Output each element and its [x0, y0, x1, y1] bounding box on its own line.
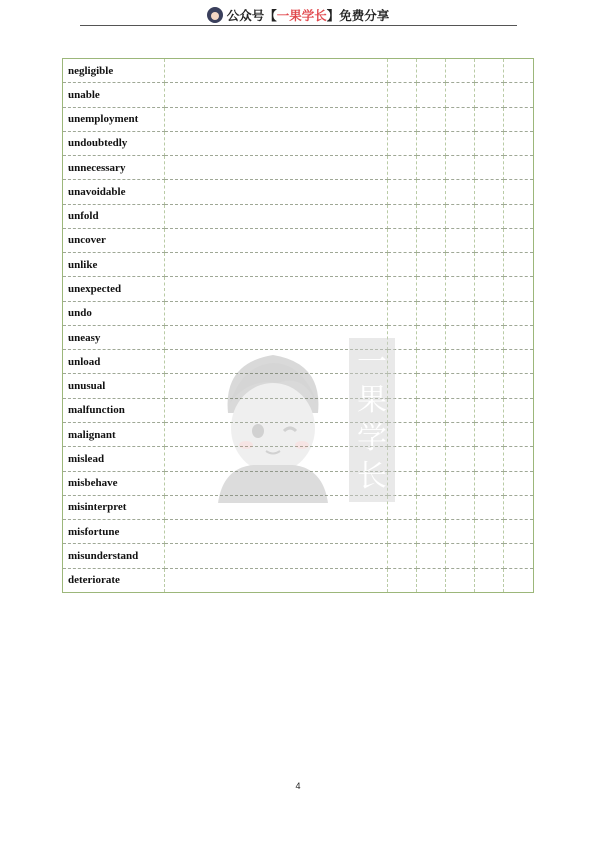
practice-cell: [504, 156, 534, 180]
practice-cell: [417, 350, 446, 374]
table-row: [63, 422, 534, 446]
practice-cell: [504, 520, 534, 544]
practice-cell: [388, 301, 417, 325]
practice-cell: [388, 544, 417, 568]
practice-cell: [417, 156, 446, 180]
practice-cell: [446, 544, 475, 568]
practice-cell: [504, 350, 534, 374]
header-suffix: 免费分享: [339, 8, 390, 23]
table-row: [63, 447, 534, 471]
practice-cell: [475, 180, 504, 204]
practice-cell: [446, 59, 475, 83]
meaning-cell: [165, 131, 388, 155]
practice-cell: [504, 374, 534, 398]
practice-cell: [504, 568, 534, 592]
practice-cell: [475, 447, 504, 471]
table-row: [63, 277, 534, 301]
practice-cell: [388, 520, 417, 544]
vocab-word: misbehave: [63, 471, 165, 495]
table-row: [63, 350, 534, 374]
table-row: [63, 204, 534, 228]
practice-cell: [417, 422, 446, 446]
practice-cell: [504, 228, 534, 252]
practice-cell: [504, 180, 534, 204]
practice-cell: [446, 471, 475, 495]
practice-cell: [475, 277, 504, 301]
header-divider: [80, 25, 517, 26]
watermark-seal: [349, 338, 395, 502]
practice-cell: [504, 277, 534, 301]
practice-cell: [417, 277, 446, 301]
practice-cell: [475, 495, 504, 519]
meaning-cell: [165, 301, 388, 325]
vocab-word: deteriorate: [63, 568, 165, 592]
vocab-word: malignant: [63, 422, 165, 446]
practice-cell: [504, 83, 534, 107]
practice-cell: [446, 204, 475, 228]
practice-cell: [475, 325, 504, 349]
vocab-word: undo: [63, 301, 165, 325]
meaning-cell: [165, 277, 388, 301]
practice-cell: [475, 156, 504, 180]
practice-cell: [475, 350, 504, 374]
meaning-cell: [165, 180, 388, 204]
practice-cell: [475, 107, 504, 131]
practice-cell: [446, 253, 475, 277]
vocabulary-table: [62, 58, 534, 593]
practice-cell: [504, 204, 534, 228]
page-header: [0, 0, 596, 28]
practice-cell: [504, 544, 534, 568]
vocab-word: unavoidable: [63, 180, 165, 204]
meaning-cell: [165, 59, 388, 83]
practice-cell: [417, 495, 446, 519]
practice-cell: [388, 107, 417, 131]
vocab-word: undoubtedly: [63, 131, 165, 155]
practice-cell: [417, 447, 446, 471]
practice-cell: [446, 374, 475, 398]
meaning-cell: [165, 253, 388, 277]
practice-cell: [475, 59, 504, 83]
practice-cell: [504, 301, 534, 325]
page-number: 4: [295, 781, 301, 791]
practice-cell: [446, 422, 475, 446]
table-row: [63, 131, 534, 155]
practice-cell: [475, 204, 504, 228]
table-row: [63, 495, 534, 519]
practice-cell: [388, 253, 417, 277]
table-row: [63, 301, 534, 325]
table-row: [63, 83, 534, 107]
practice-cell: [388, 228, 417, 252]
vocab-word: misfortune: [63, 520, 165, 544]
table-row: [63, 107, 534, 131]
vocab-word: unnecessary: [63, 156, 165, 180]
practice-cell: [417, 301, 446, 325]
practice-cell: [417, 471, 446, 495]
practice-cell: [388, 204, 417, 228]
avatar-icon: [207, 7, 223, 23]
watermark-seal-char: 学: [357, 421, 387, 456]
practice-cell: [475, 253, 504, 277]
practice-cell: [388, 156, 417, 180]
meaning-cell: [165, 544, 388, 568]
practice-cell: [446, 495, 475, 519]
practice-cell: [446, 398, 475, 422]
practice-cell: [446, 83, 475, 107]
meaning-cell: [165, 568, 388, 592]
vocab-word: unemployment: [63, 107, 165, 131]
practice-cell: [388, 83, 417, 107]
practice-cell: [388, 568, 417, 592]
practice-cell: [446, 520, 475, 544]
practice-cell: [446, 568, 475, 592]
practice-cell: [446, 350, 475, 374]
practice-cell: [446, 156, 475, 180]
table-row: [63, 568, 534, 592]
meaning-cell: [165, 156, 388, 180]
meaning-cell: [165, 228, 388, 252]
practice-cell: [475, 83, 504, 107]
practice-cell: [446, 277, 475, 301]
practice-cell: [475, 398, 504, 422]
practice-cell: [417, 374, 446, 398]
table-row: [63, 374, 534, 398]
table-row: [63, 544, 534, 568]
practice-cell: [388, 180, 417, 204]
meaning-cell: [165, 520, 388, 544]
table-row: [63, 325, 534, 349]
practice-cell: [504, 107, 534, 131]
vocab-word: misinterpret: [63, 495, 165, 519]
header-title: [227, 6, 390, 24]
practice-cell: [475, 131, 504, 155]
meaning-cell: [165, 83, 388, 107]
practice-cell: [446, 325, 475, 349]
vocab-word: unexpected: [63, 277, 165, 301]
practice-cell: [446, 447, 475, 471]
practice-cell: [446, 301, 475, 325]
meaning-cell: [165, 204, 388, 228]
table-row: [63, 398, 534, 422]
header-brand: [207, 6, 390, 24]
practice-cell: [504, 422, 534, 446]
header-prefix: 公众号: [226, 8, 265, 23]
practice-cell: [475, 568, 504, 592]
practice-cell: [388, 59, 417, 83]
vocab-word: unusual: [63, 374, 165, 398]
practice-cell: [417, 204, 446, 228]
header-open-bracket: 【: [264, 8, 277, 23]
meaning-cell: [165, 107, 388, 131]
practice-cell: [475, 471, 504, 495]
practice-cell: [446, 180, 475, 204]
vocab-word: mislead: [63, 447, 165, 471]
table-row: [63, 228, 534, 252]
practice-cell: [417, 83, 446, 107]
vocab-word: unload: [63, 350, 165, 374]
practice-cell: [504, 447, 534, 471]
table-row: [63, 471, 534, 495]
practice-cell: [504, 325, 534, 349]
practice-cell: [417, 325, 446, 349]
practice-cell: [417, 107, 446, 131]
practice-cell: [417, 520, 446, 544]
watermark-seal-char: 长: [357, 459, 387, 494]
vocab-word: negligible: [63, 59, 165, 83]
practice-cell: [417, 59, 446, 83]
practice-cell: [504, 398, 534, 422]
practice-cell: [504, 253, 534, 277]
vocab-word: misunderstand: [63, 544, 165, 568]
practice-cell: [446, 131, 475, 155]
practice-cell: [417, 228, 446, 252]
practice-cell: [475, 228, 504, 252]
practice-cell: [388, 131, 417, 155]
practice-cell: [504, 495, 534, 519]
practice-cell: [446, 228, 475, 252]
header-account-name: 一果学长: [276, 8, 327, 23]
table-row: [63, 156, 534, 180]
table-row: [63, 253, 534, 277]
table-row: [63, 180, 534, 204]
practice-cell: [504, 131, 534, 155]
practice-cell: [475, 301, 504, 325]
vocab-word: uncover: [63, 228, 165, 252]
practice-cell: [417, 253, 446, 277]
practice-cell: [504, 59, 534, 83]
practice-cell: [475, 544, 504, 568]
vocabulary-table-body: [63, 59, 534, 593]
practice-cell: [417, 131, 446, 155]
practice-cell: [417, 180, 446, 204]
vocab-word: unable: [63, 83, 165, 107]
table-row: [63, 520, 534, 544]
vocab-word: uneasy: [63, 325, 165, 349]
practice-cell: [446, 107, 475, 131]
practice-cell: [417, 544, 446, 568]
vocab-word: malfunction: [63, 398, 165, 422]
practice-cell: [475, 422, 504, 446]
practice-cell: [475, 374, 504, 398]
practice-cell: [504, 471, 534, 495]
header-close-bracket: 】: [326, 8, 340, 23]
watermark-seal-char: 一: [357, 345, 387, 380]
practice-cell: [475, 520, 504, 544]
watermark-seal-char: 果: [357, 383, 387, 418]
practice-cell: [388, 277, 417, 301]
table-row: [63, 59, 534, 83]
practice-cell: [417, 398, 446, 422]
vocab-word: unlike: [63, 253, 165, 277]
practice-cell: [417, 568, 446, 592]
vocab-word: unfold: [63, 204, 165, 228]
